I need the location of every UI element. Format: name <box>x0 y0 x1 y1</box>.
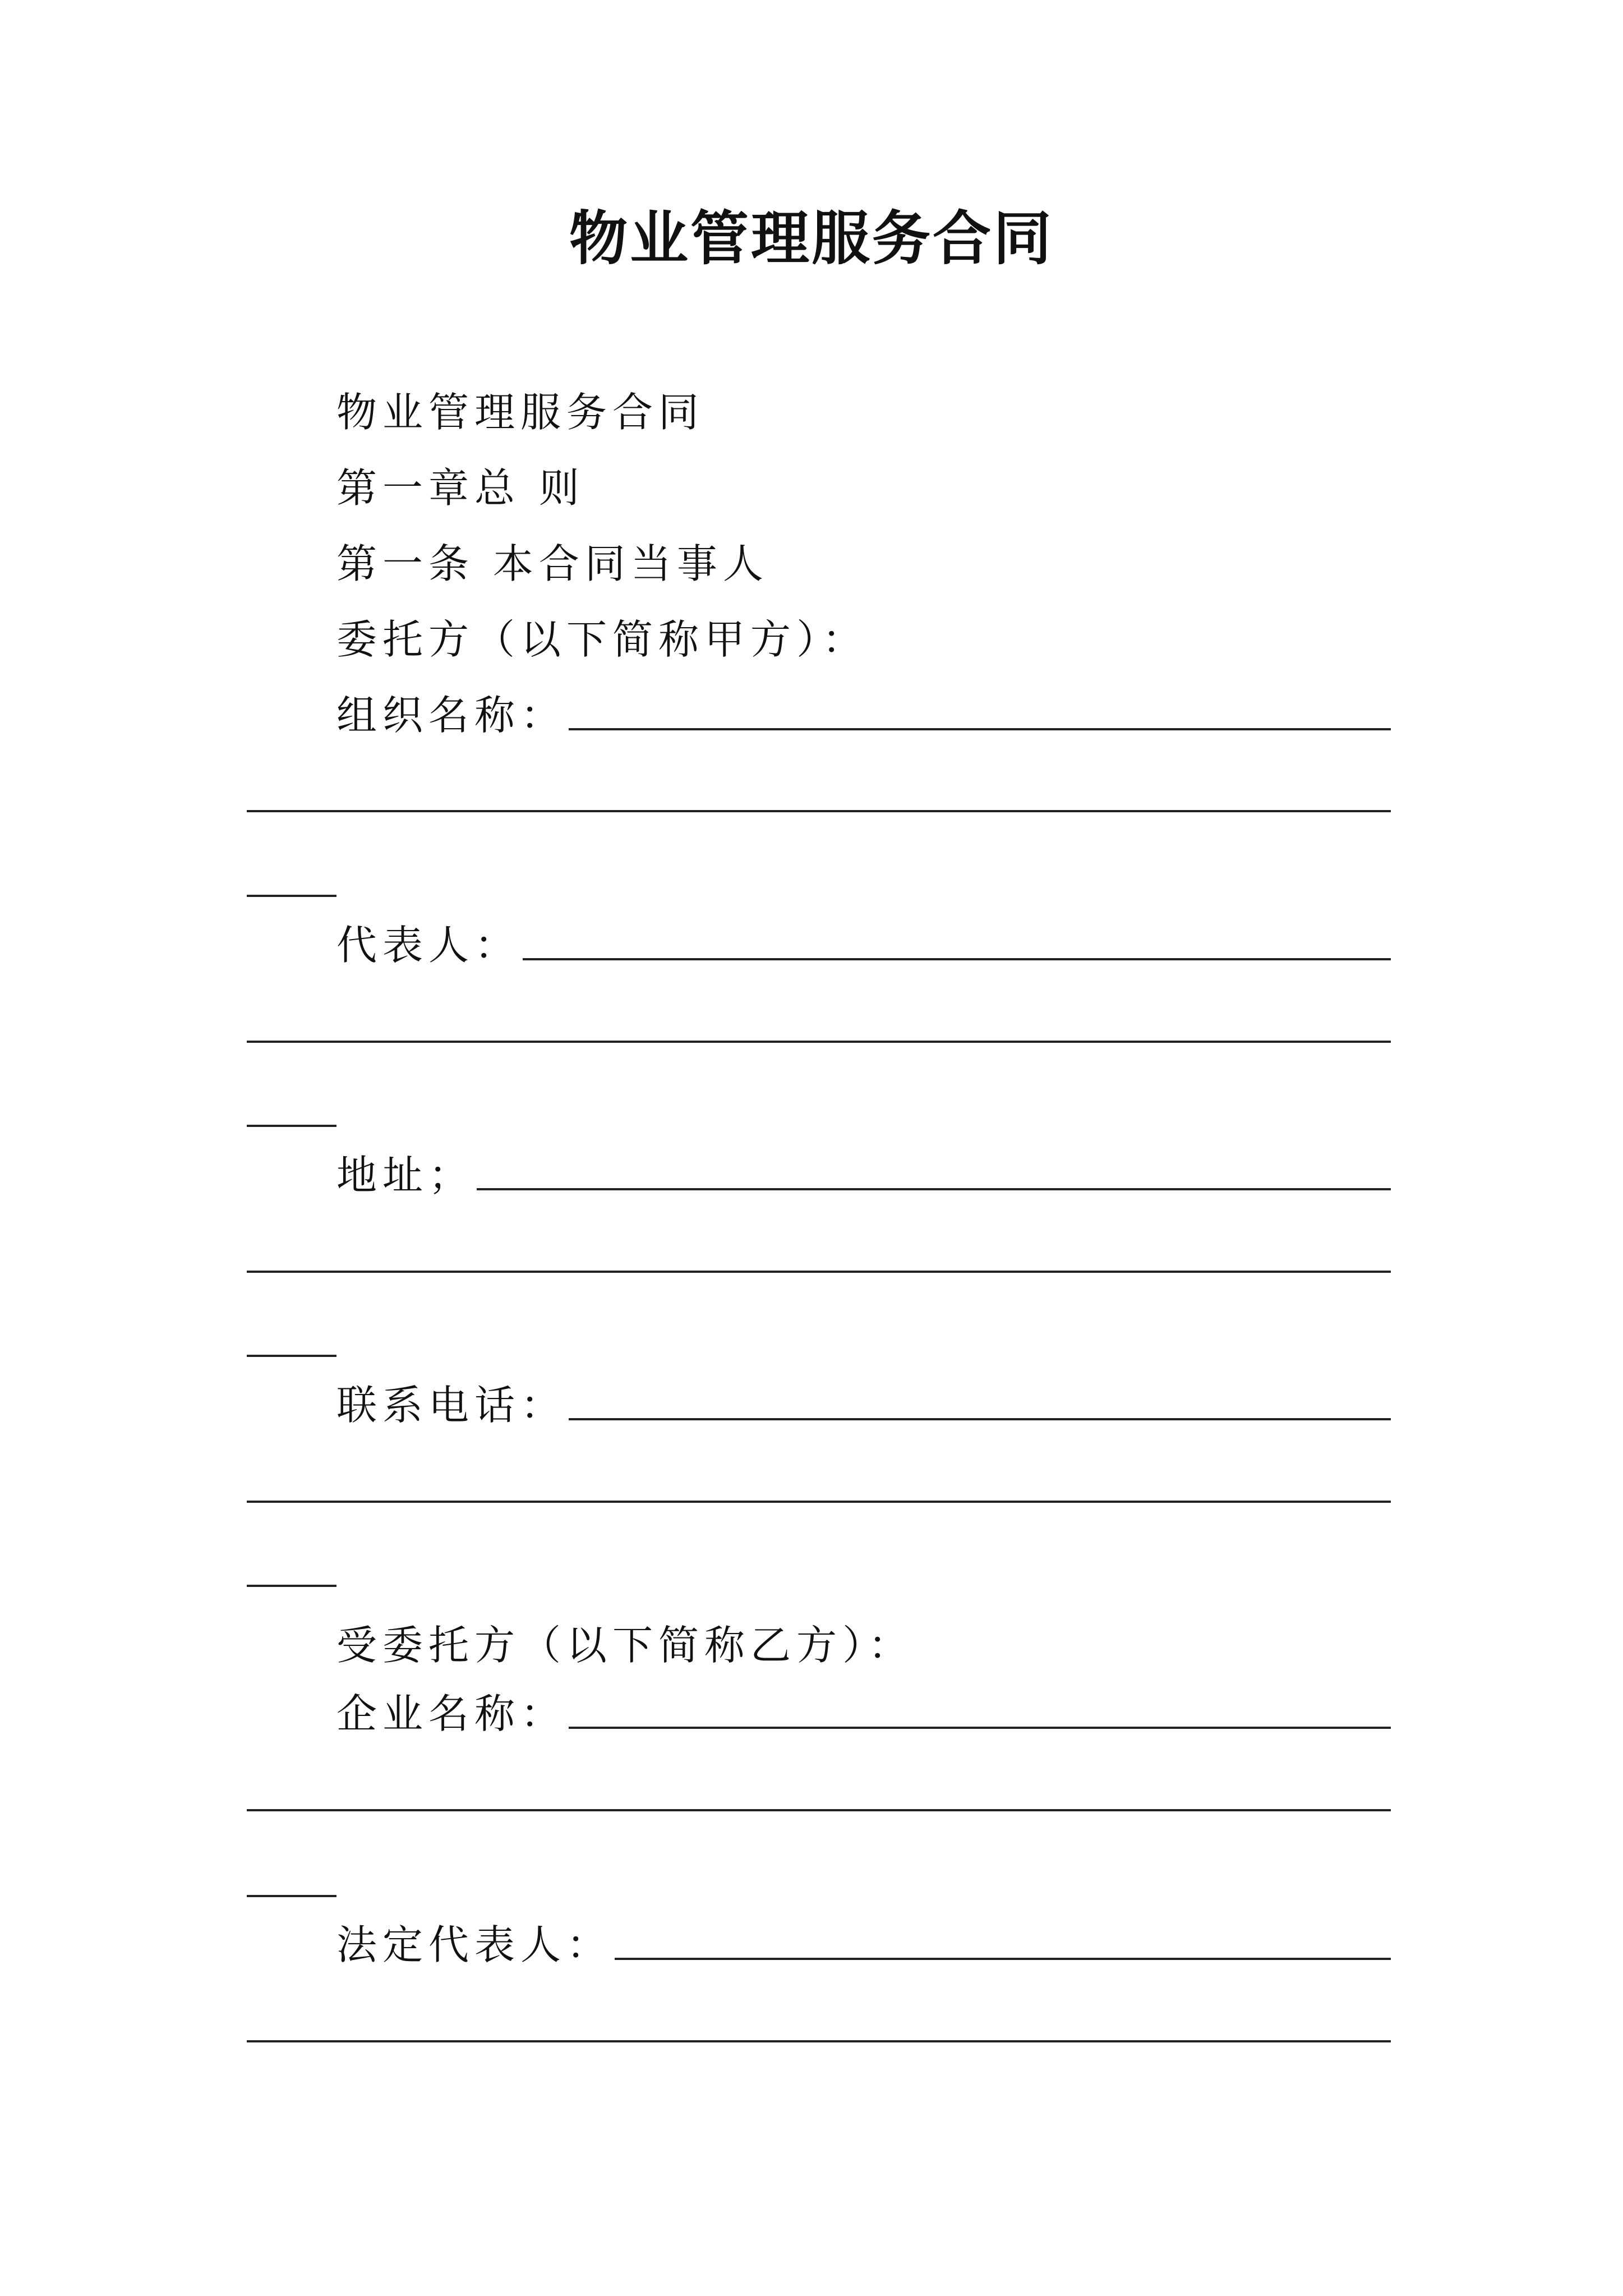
chapter-heading: 第一章总 则 <box>336 464 585 512</box>
representative-field[interactable] <box>336 914 1391 970</box>
address-label: 地址； <box>336 1152 475 1199</box>
legal-rep-label: 法定代表人： <box>336 1921 613 1968</box>
phone-blank-end[interactable] <box>247 1585 336 1587</box>
org-name-blank-continued[interactable] <box>247 810 1391 812</box>
company-name-blank-end[interactable] <box>247 1895 336 1897</box>
representative-blank[interactable] <box>523 958 1391 960</box>
legal-rep-field[interactable] <box>336 1914 1391 1970</box>
representative-label: 代表人： <box>336 922 521 969</box>
company-name-label: 企业名称： <box>336 1690 567 1737</box>
phone-label: 联系电话： <box>336 1382 567 1429</box>
address-blank-end[interactable] <box>247 1355 336 1357</box>
address-blank-continued[interactable] <box>247 1271 1391 1273</box>
document-title: 物业管理服务合同 <box>569 204 1054 273</box>
org-name-field[interactable] <box>336 684 1391 740</box>
party-b-heading: 受委托方（以下简称乙方）： <box>336 1622 915 1669</box>
party-a-heading: 委托方（以下简称甲方）： <box>336 616 869 663</box>
contract-name-line: 物业管理服务合同 <box>336 389 705 436</box>
phone-field[interactable] <box>336 1374 1391 1430</box>
representative-blank-end[interactable] <box>247 1125 336 1127</box>
address-blank[interactable] <box>477 1188 1391 1190</box>
address-field[interactable] <box>336 1144 1391 1200</box>
representative-blank-continued[interactable] <box>247 1041 1391 1043</box>
phone-blank-continued[interactable] <box>247 1501 1391 1503</box>
company-name-field[interactable] <box>336 1683 1391 1739</box>
article-heading: 第一条 本合同当事人 <box>336 540 769 587</box>
legal-rep-blank[interactable] <box>615 1958 1391 1960</box>
company-name-blank-continued[interactable] <box>247 1809 1391 1811</box>
org-name-blank[interactable] <box>569 728 1391 730</box>
org-name-blank-end[interactable] <box>247 895 336 897</box>
company-name-blank[interactable] <box>569 1727 1391 1729</box>
phone-blank[interactable] <box>569 1418 1391 1420</box>
legal-rep-blank-continued[interactable] <box>247 2040 1391 2042</box>
org-name-label: 组织名称： <box>336 692 567 739</box>
